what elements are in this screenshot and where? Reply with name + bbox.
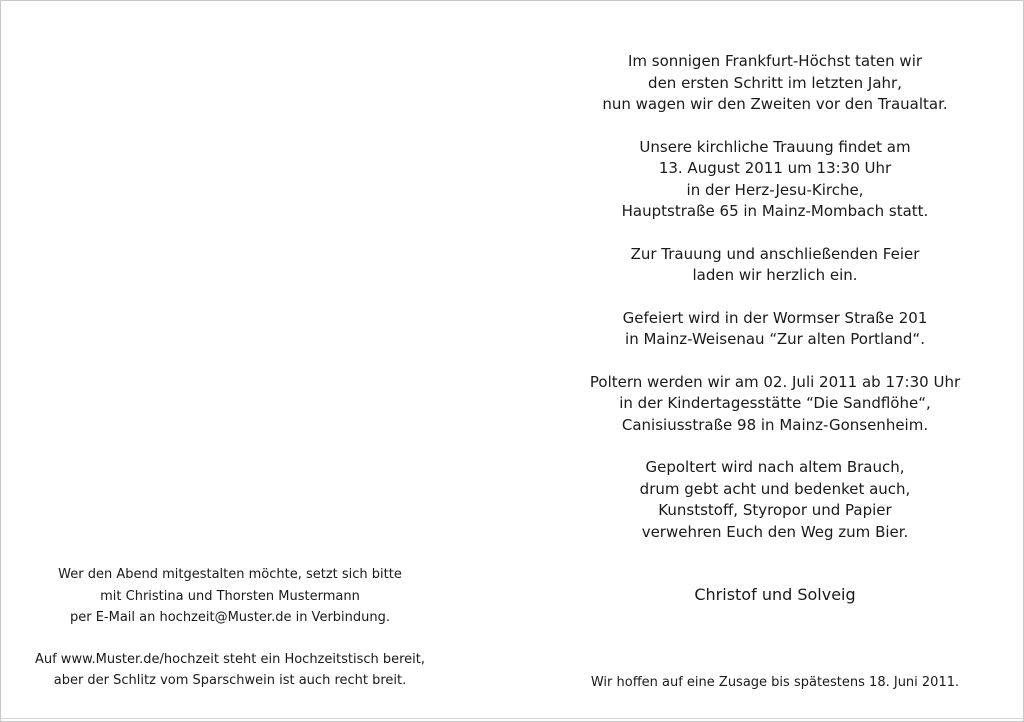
left-line: per E-Mail an hochzeit@Muster.de in Verbindung. bbox=[69, 610, 391, 625]
signature: Christof und Solveig bbox=[694, 585, 856, 604]
text-line: in Mainz-Weisenau “Zur alten Portland“. bbox=[625, 330, 925, 348]
left-panel bbox=[15, 564, 445, 712]
text-line: Unsere kirchliche Trauung findet am bbox=[639, 137, 911, 156]
text-line: Poltern werden wir am 02. Juli 2011 ab 17:30 Uhr bbox=[589, 372, 961, 391]
left-stanza-gift bbox=[15, 649, 445, 692]
left-line: mit Christina und Thorsten Mustermann bbox=[100, 588, 360, 604]
stanza-venue bbox=[553, 308, 997, 351]
text-line: 13. August 2011 um 13:30 Uhr bbox=[658, 159, 892, 177]
rsvp-note: Wir hoffen auf eine Zusage bis spätestens 18. Juni 2011. bbox=[590, 675, 960, 690]
text-line: Kunststoff, Styropor und Papier bbox=[658, 501, 892, 519]
left-line: Auf www.Muster.de/hochzeit steht ein Hochzeitstisch bereit, bbox=[34, 651, 426, 667]
stanza-ceremony bbox=[553, 137, 997, 223]
left-line: Wer den Abend mitgestalten möchte, setzt sich bitte bbox=[58, 567, 402, 582]
text-line: nun wagen wir den Zweiten vor den Traualtar. bbox=[602, 95, 948, 113]
stanza-invite bbox=[553, 244, 997, 287]
stanza-polterabend bbox=[553, 372, 997, 437]
invitation-text bbox=[553, 51, 997, 564]
left-stanza-contact bbox=[15, 564, 445, 629]
text-line: in der Kindertagesstätte “Die Sandflöhe“, bbox=[619, 394, 931, 412]
stanza-intro bbox=[553, 51, 997, 116]
bottom-edge-line bbox=[1, 718, 1023, 719]
text-line: Im sonnigen Frankfurt-Höchst taten wir bbox=[627, 52, 923, 70]
left-line: aber der Schlitz vom Sparschwein ist auch recht breit. bbox=[53, 673, 407, 688]
stanza-poem bbox=[553, 457, 997, 543]
text-line: laden wir herzlich ein. bbox=[692, 266, 858, 284]
text-line: verwehren Euch den Weg zum Bier. bbox=[641, 522, 909, 541]
text-line: Gefeiert wird in der Wormser Straße 201 bbox=[622, 308, 928, 327]
text-line: Gepoltert wird nach altem Brauch, bbox=[645, 458, 905, 476]
text-line: drum gebt acht und bedenket auch, bbox=[639, 479, 911, 498]
text-line: Hauptstraße 65 in Mainz-Mombach statt. bbox=[621, 202, 929, 220]
text-line: in der Herz-Jesu-Kirche, bbox=[686, 180, 864, 199]
text-line: den ersten Schritt im letzten Jahr, bbox=[648, 73, 902, 92]
text-line: Canisiusstraße 98 in Mainz-Gonsenheim. bbox=[621, 415, 929, 434]
text-line: Zur Trauung und anschließenden Feier bbox=[630, 244, 920, 263]
